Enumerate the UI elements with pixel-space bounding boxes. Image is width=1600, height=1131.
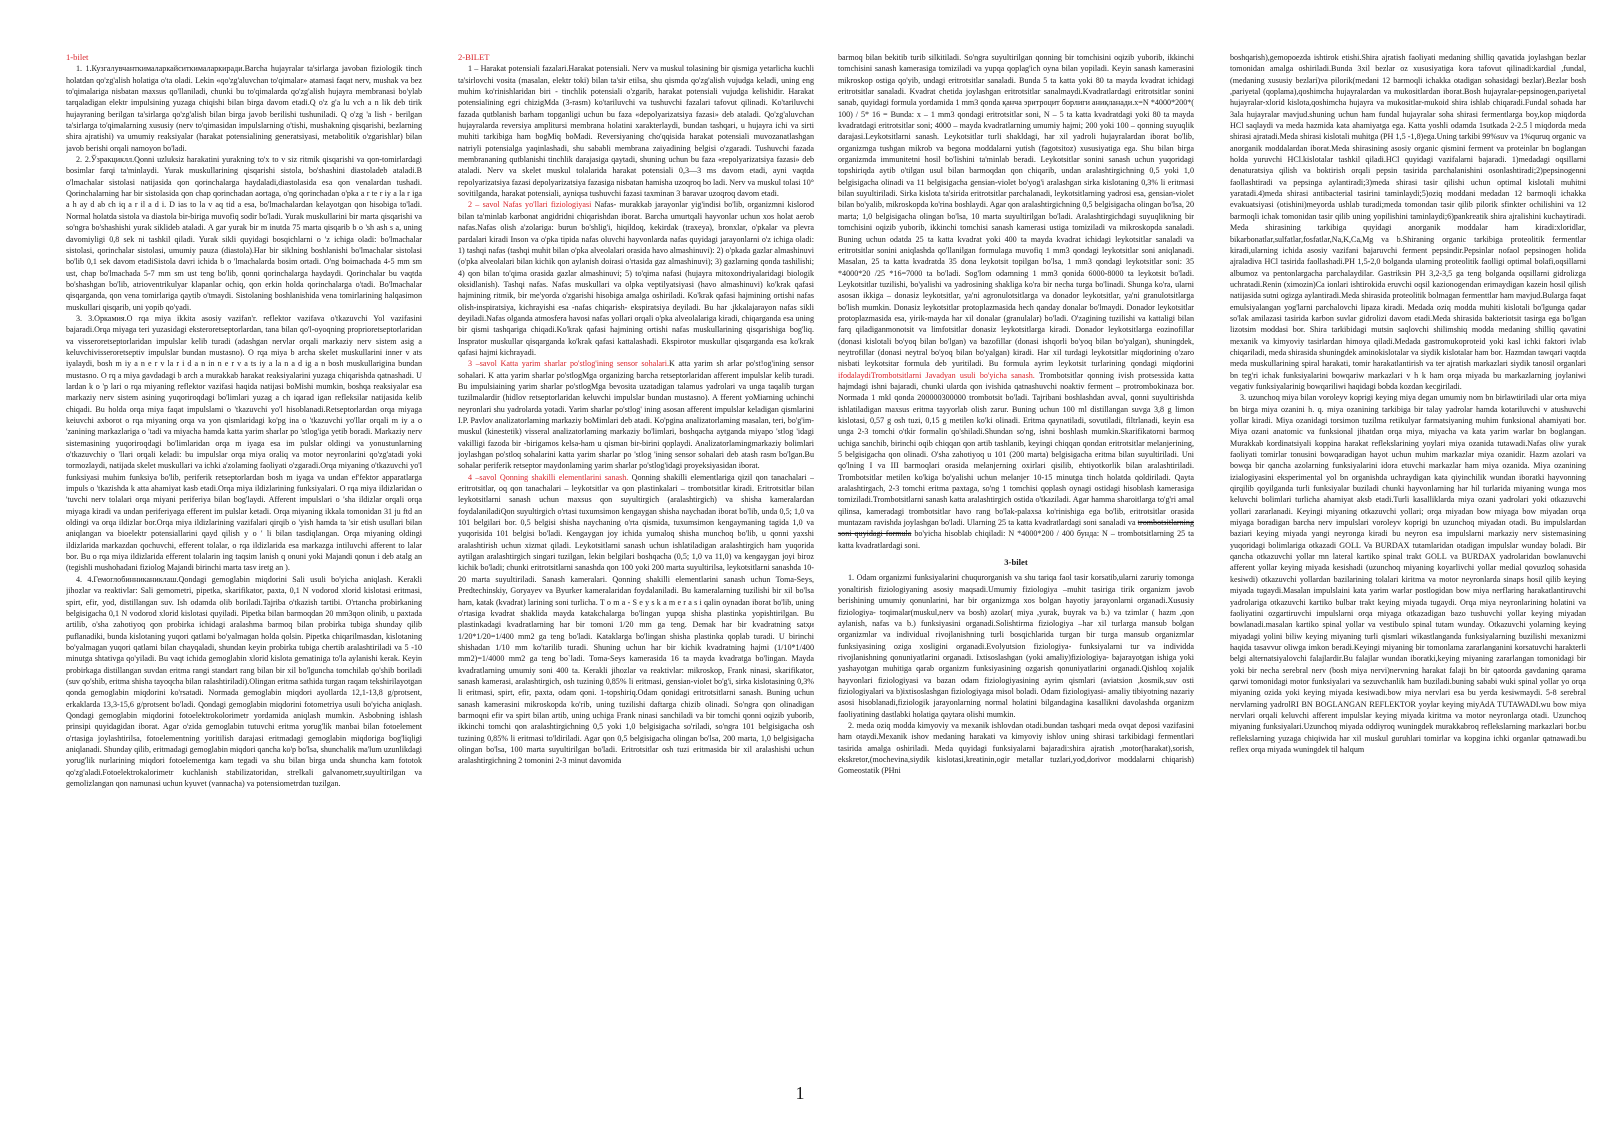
question-title: 2 – savol Nafas yo'llari fiziologiyasi xyxy=(468,200,592,210)
text-paragraph xyxy=(66,313,422,574)
text-paragraph xyxy=(838,720,1194,777)
text-paragraph xyxy=(838,52,1194,551)
highlighted-phrase: ifodalaydiTrombotsitlarni Javadyan usuli bo'yicha sanash. xyxy=(838,370,1035,380)
text-paragraph xyxy=(838,572,1194,719)
paragraph-text: Trombotsitlar qonning ivish protsessida katta hajmdagi ishni bajaradi, chunki ularda qon ivishida qatnashuvchi noaktiv ferment – protrombokinaza bor. Normada 1 mkl qonda 200000300000 trombotsit bo'ladi. Tajribani boshlashdan avval, qonni suyultirishda ishlatiladigan maxsus eritma tayyorlab olish zarur. Buning uchun 100 ml distillangan suvga 3,8 g limon kislotasi, 0,57 g osh tuzi, 0,15 g metilen ko'ki olinadi. Eritma qaynatiladi, sovutiladi, filtrlanadi, keyin esa unga 2-3 tomchi o'tkir formalin qo'shiladi.Shundan so'ng, ishni boshlash mumkin.Skarifikatorni barmoq uchiga sanchib, birinchi oqib chiqqan qon artib tashlanib, keyingi chiqqan qondan eritrotsitlar melanjerining, 5 belgisigacha qon olinadi. O'sha zahotiyoq u 101 (200 marta) belgisigacha eritma bilan suyultiriladi. Uni qo'lning I va III barmoqlari orasida melanjerning oxirlari qisilib, ehtiyotkorlik bilan aralashtiriladi. Trombotsitlar metilen ko'kiga bo'yalishi uchun melanjer 10-15 minutga tinch holatda qoldiriladi. Qayta aralashtirgach, 2-3 tomchi eritma paxtaga, so'ng 1 tomchisi qoplash oynagi ostidagi hisoblash kamerasiga tomiziladi.Trombotsitlarni sanash katta aralashtirgich ostida o'tkaziladi. Agar hamma sharoitlarga to'g'ri amal qilinsa, kameradagi trombotsitlar havo rang bo'lak-palaxsa ko'rinishiga ega bo'lib, eritrotsitlar orasida muntazam ravishda joylashgan bo'ladi. Ularning 25 ta katta kvadratlardagi soni sanaladi va xyxy=(838,370,1194,528)
paragraph-text: bo'yicha hisoblab chiqiladi: N *4000*200 / 400 бунда: N – trombotsitlarning 25 ta katta kvadratlardagi soni. xyxy=(838,529,1194,550)
paragraph-text: K atta yarim sh arlar po'st!og'ining sensor sohalari. K atta yarim sharlar po'stlogMga organizing barcha retseptorlaridan afferent impulslar kelib turadi. Bu impulsiaining yarim sharlar po'stlogMga bevosita uzatadigan talamus yadrolari va unga taqalib turgan tuzilmalardir (hidlov retseptorlaridan keluvchi impulslar bundan mustasno). A fferent yoMiarning uchinchi neyronlari shu yadrolarda yotadi. Yarim sharlar po'stlog' ining asosan afferent impulslar keladigan qismlarini I.P. Pavlov analizatorlaming markaziy boMimlari deb atadi. Ko'pgina analizatorlaming masalan, teri, bo'g'im-muskul (kinestetik) visseral analizatorlaming markaziy bo'limlari, boshqacha aytganda miyapo 'stlog 'idagi vakilligi fazoda bir -birigamos kelsa-ham u qisman bir-birini qoplaydi. Analizatorlamingmarkaziy bolimlari joylashgan po'stloq sohalarini katta yarim sharlar po 'stlog 'ining sensor sohalari deb atash rasm bo'lgan.Bu sohalar periferik retseptor maydonlaming yarim sharlar po'stlog'idagi proyeksiyasidan iborat. xyxy=(458,359,814,471)
text-paragraph xyxy=(66,574,422,790)
paragraph-text: Qonning shakilli elementlariga qizil qon tanachalari – eritrotsitlar, oq qon tanachalari – leykotsitlar va qon plastinkalari – trombotsitlar kiradi. Eritrotsitlar bilan leykotsitlarni sanash uchun maxsus qon suyultirgich (aralashtirgich) va shisha kameralardan foydalaniladiQon suyultirgich o'rtasi tuxumsimon kengaygan shisha naychadan iborat bo'lib, unda 0,5; 1,0 va 101 belgilari bor. 0,5 belgisi shisha naychaning o'rta qismida, tuxumsimon kengaymaning tagida 1,0 va yuqorisida 101 belgisi bo'ladi. Kengaygan joy ichida yumaloq shisha munchoq bo'lib, u qonni yaxshi aralashtirish uchun xizmat qiladi. Leykotsitlarni sanash uchun ishlatiladigan aralashtirgich ham yuqorida aytilgan aralashtirgich singari tuzilgan, lekin belgilari boshqacha (0,5; 1,0 va 11,0) va kengaygan joyi biroz kichik bo'ladi; chunki eritrotsitlarni sanashda qon 100 yoki 200 marta suyultirilsa, leykotsitlarni sanashda 10-20 marta suyultiriladi. Sanash kameralari. Qonning shakilli elementlarini sanash uchun Toma-Seys, Predtechinskiy, Goryayev va Byurker kameralaridan foydalaniladi. Bu kameralarning tuzilishi bir xil bo'lsa ham, katak (kvadrat) larining soni turlicha. T o m a - S e y s k a m e r a s i qalin oynadan iborat bo'lib, uning o'rtasiga kvadrat shaklida mayda katakchalarga bo'lingan yupqa shisha plastinka yopishtirilgan. Bu plastinkadagi kvadratlarning har bir tomoni 1/20 mm ga teng. Demak har bir kvadratning satҳи 1/20*1/20=1/400 mm2 ga teng bo'ladi. Kataklarga bo'lingan shisha plastinka qoplab turadi. U birinchi shishadan 1/10 mm ko'tarilib turadi. Shuning uchun har bir kichik kvadratning hajmi (1/10*1/400 mm2)=1/4000 mm2 ga teng bo`ladi. Toma-Seys kamerasida 16 ta mayda kvadratga bo'lingan. Mayda kvadratlarning umumiy soni 400 ta. Kerakli jihozlar va reaktivlar: mikroskop, Frank ninasi, skarifikator, sanash kamerasi, aralashtirgich, osh tuzining 0,85% li eritmasi, gensian-violet bo'g'i, sirka kislotasining 0,3% li eritmasi, spirt, efir, paxta, odam qoni. 1-topshiriq.Odam qonidagi eritrotsitlarni sanash. Buning uchun sanash kamerasini mikroskopda ko'rib, uning tuzilishi daftarga chizib olinadi. So'ngra qon olinadigan barmoqni efir va spirt bilan artib, uning uchiga Frank ninasi sanchiladi va bir tomchi qonni oqizib yuborib, ikkinchi tomchi qon aralashtirgichning 0,5 yoki 1,0 belgisigacha so'riladi, so'ngra 101 belgisigacha osh tuzining 0,85% li eritmasi to'ldiriladi. Agar qon 0,5 belgisigacha olingan bo'lsa, 200 marta, 1,0 belgisigacha olingan bo'lsa, 100 marta suyultirilgan bo'ladi. Eritrotsitlar osh tuzi eritmasida bir xil aralashishi uchun aralashtirgichning 2 tomonini 2-3 minut davomida xyxy=(458,472,814,766)
text-paragraph xyxy=(1230,392,1586,755)
text-paragraph xyxy=(66,154,422,313)
section-heading: 1-bilet xyxy=(66,52,89,62)
paragraph-text: 1 – Harakat potensiali fazalari.Harakat potensiali. Nerv va muskul tolasining bir qismiga yetarlicha kuchli ta'sirlovchi vosita (masalan, elektr toki) bilan ta'sir etilsa, shu qismda qo'zg'alish vujudga keladi, uning eng muhim ko'rinishlaridan biri - tinchlik potensiali o'zgarib, harakat potensiali vujudga kelishidir. Harakat potensialining egri chizigMda (3-rasm) ko'tariluvchi va tushuvchi fazalari tafovut qilinadi. Ko'tariluvchi fazada qutblanish barham topganligi uchun bu faza «depolyarizatsiya fazasi» deb ataladi. Qo'zg'aluvchan hujayralarda reversiya amplitursi membrana holatini xarakterlaydi, bundan tashqari, u hujayra ichi va sirti muhiti tarkibiga ham bogMiq boMadi. Reversiyaning cho'qqisida harakat potensiali muvozanatlashgan natriyli potensialga yaqinlashadi, shu sababli membrana zaiyadining belgisi o'zgaradi. Tushuvchi fazada membrananing qutblanishi tinchlik darajasiga qaytadi, shuning uchun bu faza «repolyarizatsiya fazasi» deb ataladi. Nerv va skelet muskul tolalarida harakat potensiali 0,3—3 ms davom etadi, ayni vaqtda repolyarizatsiya fazasi depolyarizatsiya fazasiga nisbatan hamisha uzoqroq bo ladi. Nerv va muskul tolasi 10° sovitilganda, harakat potensiali, ayniqsa tushuvchi fazasi taxminan 3 baravar uzoqroq davom etadi. xyxy=(458,64,814,199)
section-heading: 2-BILET xyxy=(458,52,490,62)
paragraph-text: 3. uzunchoq miya bilan voroleyv koprigi keying miya degan umumiy nom bn birlawtiriladi ular orta miya bn birga miya ozanini h. q. miya ozanining tarkibiga bir talay yadrolar hamda kotariluvchi v atushuvchi yollar kiradi. Miya ozanidagi torsimon tuzilma retikulyar farmatsiyaning muhim funksional ahamiyati bor. Miya ozani anatomic va funksional jihatdan orqa miya, miyacha va kata yarim warlar bn boglangan. Murakkab kordinatsiyali koppina harakat reflekslarining yoylari miya ozanida tutawadi.Nafas oliw yurak faoliyati tomirlar tonusini bowqaradigan hayot uchun muhim markazlar miya ozanidir. Hazm azolari va bowqa bir qancha azolarning funksiyalarini idora etuvchi markazlar ham miya ozanida. Miya ozanining izialogiyasini eksperimental yol bn organishda uchraydigan kata qiyinchilik wundan iboratki hayvonning qirqilib qoyilganda turli funksiyalar buziladi chunki hayvonlarning har hil turlarida miyaning wunga mos keluvchi bolimlari turlicha ahamiyat aksb etadi.Turli kasalliklarda miya ozani yadrolari yoki otkazuvchi yollari zararlanadi. Keyingi miyaning otkazuvchi yollari; orqa miyadan bow miyaga bow miyadan orqa miyaga boradigan barcha nerv impulslari voroleyv koprigi bn uzunchoq miyadan otadi. Bu impulslardan baziari keying miyada yangi neyronga kiradi bu neyron esa impulslarni markaziy nerv sistemasining yuqoridagi bolimlariga otkazadi GOLL Va BURDAX tutamlaridan otadigan impulslar wunday boladi. Bir qancha otkazuvchi yollar mn lateral kartiko spinal trakt GOLL va BURDAX yadrolaridan bowlanuvchi afferent yollar keying miyada kesishadi (uzunchoq miyaning koyarlivchi yollar medial qovuzloq sohasida kesiwdi) otkazuvchi yollardan bazilarining tolalari kiritma va motor neyronlarda sinaps hosil qilib keying miyada tugaydi.Masalan impulslaini kata yarim warlar postlogidan bow miya nerflaring harakatlantiruvchi yadrolariga otkazuvchi kartiko bulbar trakt keying miyada tugaydi. Orqa miya neyronlarining holatini va faoliyatini ozgartiruvchi impulslarni orqa miyaga otkazadigan bazo tushuvchi yollar keying miyadan bowlanadi.masalan kartiko spinal yollar va vestibulo spinal tutam wunday. Otkazuvchi yolarning keying miyadagi yolini biliw keying miyaning turli qismlari wikastlanganda funksiyalarning buzilishi mexanizmi haqida tasavvur oliwga imkon beradi.Keyingi miyaning bir tomonlama zararlanganini korsatuvchi harakterli belgi alternatsiyalovchi falajlardir.Bu falajlar wundan iboratki,keying miyaning zararlangan tomonidagi bir yoki bir necha serebral nerv (bosh miya nervi)nervning harakat falaji bn bir qatoorda gavdaning qarama qarwi tomonidagi motor funksiyalari va sezuvchanlik ham buziladi.buning sababi wuki spinal yollar yo orqa miyaning ozida yoki keying miyada kesiwadi.bow miya nervlari esa bu yerda kesiwmaydi. 5-8 serebral nervlarning yadrolRI BN BOGLANGAN REFLEKTOR yoylar keying miyAdA TUTAWADI.wu bow miya nervlari orqali keluvchi afferent impulslar keying miyada kiritma va motor neyronlarga otadi. Uzunchoq miyaning funksiyalari.Uzunchoq miyada oddiyroq wuningdek murakkabroq reflekslarning markazlari bor.bu reflekslarning yuzaga chiqiwida har xil muskul guruhlari tomirlar va kopgina ichki organlar qatnawadi.bu reflex orqa miyada wuningdek til halqum xyxy=(1230,393,1586,754)
text-column-1 xyxy=(66,52,422,1062)
text-paragraph xyxy=(458,63,814,199)
paragraph-text: 2. meda oziq modda kimyoviy va mexanik ishlovdan otadi.bundan tashqari meda ovqat deposi vazifasini ham otaydi.Mexanik ishov medaning harakati va kimyoviy ishlov uning shirasi tarkibidagi fermentlari tasirida amalga oshiriladi. Meda quyidagi funksiyalarni bajaradi:shira ajratish ,motor(harakat),sorish, ekskretor,(mochevina,siydik kislotasi,kreatinin,ogir metallar tuzlari,yod,dorivor moddalarni chiqarish) Gomeostatik (PHni xyxy=(838,720,1194,776)
text-column-3 xyxy=(838,52,1194,1062)
question-title: 4 –savol Qonning shakilli elementlarini sanash. xyxy=(468,472,629,482)
question-title: 3 –savol Katta yarim sharlar po'stlog'ining sensor sohalari. xyxy=(468,359,670,369)
text-paragraph xyxy=(66,63,422,154)
paragraph-text: 3. 3.Оркамия.O rqa miya ikkita asosiy vazifan'r. reflektor vazifava o'tkazuvchi Yol vazifasini bajaradi.Orqa miyaga teri yuzasidagi eksteroretseptorlardan, tana bilan qo'l-oyoqning proprioretseptorlaridan va visseroretseptorlaridan impulslar kelib turadi (adashgan nervlar orqali markaziy nerv sistem asig a keluvchivisseroretseptiv impulslar bundan mustasno). O rqa miya b archa skelet muskullarini inner v ats iyalaydi, bosh m iy a n e r v la r i d a n in n e r v a ts iy a la n a d ig a n bosh muskullarigina bundan mustasno. O rq a miya gavdadagi b arch a murakkab harakat reaksiyalarini yuzaga chiqarishda qatnashadi. U lardan k o 'p lari o rqa miyaning reflektor vazifasi haqida natijasi boMishi mumkin, boshqa reaksiyalar esa markaziy nerv sistem asining yuqoriroqdagi bo'limlari yuzag a ch iqarad igan refleksilar natijasida kelib chiqadi. Bu holda orqa miya faqat impulslami o 'tkazuvchi yo'l hisoblanadi.Retseptorlardan orqa miyaga keiuvchi axborot o rqa miyaning orqa va yon qismlaridagi ko'pg ina o 'tkazuvchi yo'llar orqali m iy a o 'zanining markazlariga o 'tadi va miyacha hamda katta yarim sharlar po 'stlog'iga yetib boradi. Markaziy nerv sistemasining yuqoriroqdagi bo'limlaridan orqa m iyaga esa im pulslar oldingi va yonustunlarning o'tkazuvchiy o 'llari orqali keladi: bu impulslar orqa miya oraliq va motor neyronlarini qo'zg'atadi yoki tormozlaydi, natijada skelet muskullari va ichki a'zolaming faoliyati o'zgaradi.Orqa miyaning o'tkazuvchi yo'l funksiyasi muhim funksiya bo'lib, periferik retseptorlardan bosh m iyaga va undan ef'fektor apparatlarga impuls o 'tkazishda k atta ahamiyat kasb etadi.Orqa miya ildizlarining funksiyalari. O rqa miya ildizlaridan o 'tuvchi nerv tolalari orqa miyani periferiya bilan bog'laydi. Afferent impulslari o 'sha ildizlar orqali orqa miyaga kiradi va undan periferiyaga efferent im pulslar ketadi. Orqa miyaning ikkala tomonidan 31 ju ftd an oldingi va orqa ildizlar bor.Orqa miya ildizlarining vazifalari qirqib o 'yish hamda ta 'sir etish usullari bilan aniqlangan va bioelektr potensiallarini qayd qilish y o ' li bilan tasdiqlangan. Orqa miyaning oldingi ildizlarida markazdan qochuvchi, efferent tolalar, o rqa ildizlarida esa markazga intiluvchi afferent to lalar bor. Bu o rqa miya ildizlarida efferent tolalarin ing taqsim lanish q onuni yoki Majandi qonun i deb atalg an (tegishli mushohadani fiziolog Majandi birinchi marta tasv iretg an ). xyxy=(66,313,422,573)
paragraph-text: 4. 4.Гемоглобинниканиклаш.Qondagi gemoglabin miqdorini Sali usuli bo'yicha aniqlash. Kerakli jihozlar va reaktivlar: Sali gemometri, pipetka, skarifikator, paxta, 0,1 N vodorod xlorid kislotasi eritmasi, spirt, efir, yod, distillangan suv. Ish odamda olib boriladi.Tajriba o'tkazish tartibi. O'rtancha probirkaning belgisigacha 0,1 N vodorod xlorid kislotasi quyiladi. Pipetka bilan barmoqdan 20 mm3qon olinib, u paxtada artilib, o'sha zahotiyoq qon probirka ichidagi aralashma barmoq bilan probirka tubiga shunday qilib puflanadiki, bunda kislotaning yuqori qatlami bo'yalmagan holda qolsin. Pipetka chiqarilmasdan, kislotaning bo'yalmagan yuqori qatlami bilan chayqaladi, shundan keyin probirka tubiga chertib aralashtiriladi va 5 -10 minutga shtativga qo'yiladi. Bu vaqt ichida gemoglabin xlorid kislota gematiniga to'la aylanishi kerak. Keyin probirkaga distillangan suvdan eritma rangi standart rang bilan bir xil bo'lguncha tomchilab qo'shib boriladi (suv qo'shib, eritma shisha tayoqcha bilan ralashtiriladi).Olingan eritma sathida turgan raqam tekshirilayotgan qonda gemoglabin miqdorini ko'rsatadi. Normada gemoglabin miqdori ayollarda 12,1-13,8 g/protsent, erkaklarda 13,3-15,6 g/protsent bo'ladi. Qondagi gemoglabin miqdorini fotometriya usuli bo'yicha aniqlash. Qondagi gemoglabin miqdorini fotoelektrokolorimetr yordamida aniqlash mumkin. Asbobning ishlash prinsipi quyidagidan iborat. Agar o'zida gemoglabin tutuvchi eritma yorug'lik manbai bilan fotoelement o'rtasiga joylashtirilsa, fotoelementning yoritilish darajasi eritmadagi gemoglabin miqdoriga bog'liqligi aniqlanadi. Shunday qilib, eritmadagi gemoglabin miqdori qancha ko'p bo'lsa, shunchalik ma'lum uzunlikdagi yorug'lik nurlarining miqdori fotoelementga kam tegadi va shu bilan birga unda shuncha kam fototok qo'zg'aladi.Fotoelektrokalorimetr kuchlanish stabilizatoridan, strelkali galvanometr,suyultirilgan va gemolizlangan qon namunasi uchun kyuvet (vannacha) va potensiometrdan tuzilgan. xyxy=(66,574,422,788)
text-column-4 xyxy=(1230,52,1586,1062)
paragraph-text: 1. Odam organizmi funksiyalarini chuqurorganish va shu tariqa faol tasir korsatib,ularni zaruriy tomonga yonaltirish fiziologiyaning asosiy maqsadi.Umumiy fiziologiya –muhit tasiriga tirik organizm javob berishining umumiy qonunlarini, har bir organizmga xos bolgan hayotiy jarayonlarni organadi.Xususiy fiziologiya- toqimalar(muskul,nerv va bosh) azolar( miya ,yurak, buyrak va b.) va tzimlar ( hazm ,qon aylanish, nafas va b.) funksiyasini organadi.Solishtirma fiziologiya –har xil turlarga mansub bolgan organizmlar va individual rivojlanishning turli bosqichlarida turgan bir turga mansub organizmlar funksiyasining oziga xosligini organadi.Evolyutsion fiziologiya- funksiyalarni tur va individda rivojlanishning qonuniyatlarini organadi. Ixtisoslashgan (yoki amaliy)fiziologiya- bajarayotgan ishiga yoki yashayotgan muhitiga qarab organizm funksiyasining ozgarish qonuniyatlarini organadi.Qishloq xojalik hayvonlari fiziologiyasi va bazan odam fiziologiyasining ayrim qismlari (aviatsion ,kosmik,suv osti fiziologiyalari va b)ixtisoslashgan fiziologiyaga misol boladi. Odam fiziologiyasi- amaliy tibiyotning nazariy asosi hisoblanadi,fiziologik jarayonlarning normal holatini bilgandagina kasallikni davolashda organizm faoliyatining dastlabki holatiga qaytara olishi mumkin. xyxy=(838,573,1194,719)
text-paragraph xyxy=(1230,52,1586,392)
section-heading: 3-bilet xyxy=(1004,557,1028,568)
paragraph-text: 1. 1.Кузгалувчанткималаркайситкималаркиради.Barcha hujayralar ta'sirlarga javoban fiziologik tinch holatdan qo'zg'alish holatiga o'ta oladi. Lekin «qo'zg'aluvchan to'qimalar» atamasi faqat nerv, mushak va bez to'qimalariga nisbatan maxsus qo'llaniladi, chunki bu to'qimalarda qo'zg'alish hujayra membranasi bo'ylab tarqaladigan elektr impulsining yuzaga chiqishi bilan birga davom etadi.Q o'z g'a lu vch a n lik deb tirik hujayraning berilgan ta'sirlarga qo'zg'alish bilan birga javob berilishi tushuniladi. Q o'zg 'a lish - berilgan ta'sirlarga to'qimalarning xususiy (nerv to'qimasidan impulslarning o'tishi, mushakning qisqarishi, bezlarning shira ajratishi) va umumiy reaksiyalar (harakat potensialining generatsiyasi, metabolitik o'zgarishlar) bilan javob berishi orqali namoyon bo'ladi. xyxy=(66,64,422,153)
page-number: 1 xyxy=(795,1083,805,1103)
text-column-2 xyxy=(458,52,814,1062)
paragraph-text: barmoq bilan bekitib turib silkitiladi. So'ngra suyultirilgan qonning bir tomchisini oqizib yuborib, ikkinchi tomchisini sanash kamerasiga tomiziladi va yupqa qoplag'ich oyna bilan yopiladi. Keyin sanash kamerasini mikroskop ostiga qo'yib, undagi eritrotsitlar sanaladi. Bunda 5 ta katta yoki 80 ta mayda kvadrat ichidagi eritrotsitlar sanaladi. Kvadrat chetida joylashgan eritrotsitlar sanalmaydi.Kvadratlardagi eritrotsitlar sonini sanab, quyidagi formula yordamida 1 mm3 qonda қанча эритроцит борлиги аниқланади.x=N *4000*200*( 100) / 5* 16 = Bunda: x – 1 mm3 qondagi eritrotsitlar soni, N – 5 ta katta kvadratdagi yoki 80 ta mayda kvadratdagi eritrotsitlar soni; 4000 – mayda kvadratlarning umumiy hajmi; 200 yoki 100 – qonning suyuqlik darajasi.Leykotsitlarni sanash. Leykotsitlar turli shakldagi, har xil yadroli hujayralardan iborat bo'lib, organizmga tushgan mikrob va begona moddalarni yutish (fagotsitoz) xususiyatiga ega. Shu bilan birga organizmda immunitetni hosil bo'lishini ta'minlab beradi. Leykotsitlar sonini sanash uchun yuqoridagi topshiriqda aytib o'tilgan usul bilan barmoqdan qon chiqarib, undan aralashtirgichning 0,5 yoki 1,0 belgisigacha olinadi va 11 belgisigacha gensian-violet bo'yog'i aralashgan sirka kislotaning 0,3% li eritmasi bilan suyultiriladi. Sirka kislota ta'sirida eritrotsitlar parchalanadi, leykotsitlarning yadrosi esa, gensian-violet bilan bo'yalib, mikroskopda ko'rina boshlaydi. Agar qon aralashtirgichning 0,5 belgisigacha olingan bo'lsa, 20 marta; 1,0 belgisigacha olingan bo'lsa, 10 marta suyultirilgan bo'ladi. Aralashtirgichdagi suyuqlikning bir tomchisini oqizib yuborib, ikkinchi tomchisi sanash kamerasi ustiga tomiziladi va mikroskopda sanaladi. Buning uchun odatda 25 ta katta kvadrat yoki 400 ta mayda kvadrat ichidagi leykotsitlar sanaladi va eritrotsitlar sonini aniqlashda qo'llanilgan formulaga muvofiq 1 mm3 qondagi leykotsitlar soni aniqlanadi. Masalan, 25 ta katta kvadratda 35 dona leykotsit topilgan bo'lsa, 1 mm3 qondagi leykotsitlar soni: 35 *4000*20 /25 *16=7000 ta bo'ladi. Sog'lom odamning 1 mm3 qonida 6000-8000 ta leykotsit bo'ladi. Leykotsitlar tuzilishi, bo'yalishi va yadrosining shakliga ko'ra bir necha turga bo'linadi. Shunga ko'ra, ularni asosan ikkiga – donasiz leykotsitlar, ya'ni agronulotsitlarga va donador leykotsitlar, ya'ni granulotsitlarga bo'lish mumkin. Donasiz leykotsitlar protoplazmasida hech qanday donalar bo'lmaydi. Donador leykotsitlar protoplazmasida esa, yirik-mayda har xil donalar (granulalar) bo'ladi. O'zagining tuzilishi va kattaligi bilan farq qiladiganmonotsit va limfotsitlar donasiz leykotsitlarga kiradi. Donador leykotsitlarga eozinofillar (donasi kislotali bo'yoq bilan bo'lgan) va bazofillar (donasi ishqorli bo'yoq bilan bo'yalgan), shuningdek, neytrofillar (donasi neytral bo'yoq bilan bo'yalgan) kiradi. Har xil turdagi leykotsitlar miqdorining o'zaro nisbati leykotsitar formula deb yuritiladi. Bu formula ayrim leykotsit turlarining qondagi miqdorini xyxy=(838,53,1194,369)
paragraph-text: Nafas- murakkab jarayonlar yig'indisi bo'lib, organizmni kislorod bilan ta'minlab karbonat angidridni chiqarishdan iborat. Barcha umurtqali hayvonlar uchun xos holat aerob nafas.Nafas olish a'zolariga: burun bo'shlig'i, hiqildoq, kekirdak (traxeya), bronxlar, o'pkalar va plevra pardalari kiradi Inson va o'pka tipida nafas oluvchi hayvonlarda nafas quyidagi jarayonlarni o'z ichiga oladi: 1) tashqi nafas (tashqi muhit bilan o'pka alveolalari orasida havo almashinuvi): 2) o'pkada gazlar almashinuvi (o'pka alveolalari bilan kichik qon aylanish doirasi o'rtasida gaz almashinuvi); 3) gazlarning qonda tashilishi; 4) qon bilan to'qima orasida gazlar almashinuvi; 5) to'qima nafasi (hujayra mitoxondriyalaridagi biologik oksidlanish). Tashqi nafas. Nafas muskullari va olpka veptilyatsiyasi (havo almashinuvi) ko'krak qafasi hajmining ritmik, bir me'yorda o'zgarishi hisobiga amalga oshiriladi. Ko'krak qafasi hajmining ortishi nafas olish-inspiratsiya, kichrayishi esa -nafas chiqarish- ekspiratsiya deyiladi. Bu har .jkkalajarayon nafas sikli deyiladi.Nafas olganda atmosfera havosi nafas yollari orqali o'pka alveolalariga kiradi, chiqarganda esa uning bir qismi tashqariga chiqadi.Ko'krak qafasi hajmining ortishi nafas muskullarining qisqarishiga bog'liq. Insprator muskullar qisqarganda ko'krak qafasi kattalashadi. Ekspirotor muskullar qisqarganda esa ko'krak qafasi hajmi kichrayadi. xyxy=(458,200,814,357)
struck-phrase: trombotsitlarning soni quyidagi formula xyxy=(838,518,1194,539)
text-paragraph xyxy=(458,472,814,767)
text-paragraph xyxy=(458,199,814,358)
paragraph-text: boshqarish),gemopoezda ishtirok etishi.Shira ajratish faoliyati medaning shilliq qavatida joylashgan bezlar tomonidan amalga oshiriladi.Bunda 3xil bezlar oz xususiyatiga kora tafovut qilinadi:kardial ,fundal,(medaning xususiy bezlari)va pilorik(medani 12 barmoqli ichakka otadigan sohasidagi bezlar).Bezlar bosh ,pariyetal (qoplama),qoshimcha hujayralardan va mukositlardan iborat.Bosh hujayralar-pepsinogen,pariyetal hujayralar-xlorid kislota,qoshimcha hujayra va mukositlar-mukoid shira ishlab chiqaradi.Fundal sohada har 3ala hujayralar mavjud.shuning uchun ham fundal hujayralar soha shirasi fermentlarga boy,kop miqdorda HCl saqlaydi va meda hazmida kata ahamiyatga ega. Katta yoshli odamda 1sutkada 2-2.5 l miqdorda meda shirasi ajratadi.Meda shirasi kislotali muhitga (PH 1,5 -1,8)ega.Uning tarkibi 99%suv va 1%quruq organic va anorganik moddalardan iborat.Meda shirasining asosiy organic qismini ferment va proteinlar bn boglangan holda yuruvchi HCl.kislotalar tashkil qiladi.HCl quyidagi vazifalarni bajaradi. 1)medadagi oqsillarni denaturatsiya qilish va boktirish orqali pepsin tasirida parchalanishini osonlashtiradi;2)pepsinogenni faollashtiradi va pepsinga aylantiradi;3)meda shirasi tasir qilishi uchun optimal kislotali muhitni yaratadi.4)meda shirasi antibacterial tasirini taminlaydi;5)oziq moddani medadan 12 barmoqli ichakka evakuatsiyasi (otishini)meyorda ushlab turadi;meda tomondan tasir qilib pilorik sfinkter ochilishini va 12 barmoqli ichak tomonidan tasir qilib uning yopilishini taminlaydi;6)pankreatik shira ajralishini kuchaytiradi. Meda shirasining tarkibiga quyidagi anorganik moddalar ham kiradi:xloridlar, bikarbonatlar,sulfatlar,fosfatlar,Na,K,Ca,Mg va b.Shiraning organic tarkibiga proteolitik fermentlar kiradi,ularning ichida asosiy vazifani bajaruvchi ferment pepsindir.Pepsinlar nofaol pepsinogen holida ajraladiva HCl tasirida faollashadi.PH 1,5-2,0 bolganda ularning proteolitik faolligi optimal bolafi,oqsillarni albumoz va pentonlargacha parchalaydilar. Gastriksin PH 3,2-3,5 ga teng bolganda oqsillarni gidrolizga uchratadi.Renin (ximozin)Ca ionlari ishtirokida eruvchi oqsil kazionogendan erimaydigan kazein hosil qilish natijasida sutni ogizga aylantiradi.Meda shirasida proteolitik bolmagan fermenttlar ham mavjud.Bularga faqat emulsiyalangan yog'larni parchalovchi lipaza kiradi. Medada oziq modda muhiti kislotali bo'lgunga qadar so'lak amilazasi tasirida karbon suvlar gidrolizi davom etadi.Meda shirasida bakteriotsit tasirga ega bo'lgan lizotsim moddasi bor. Shira tarkibidagi mutsin saqlovchi shilimshiq modda medaning shilliq qavatini mexanik va kimyoviy tasirlardan himoya qiladi.Medada gastromukoproteid yoki kasl ichki faktori ivlab chiqariladi, meda shirasida shuningdek aminokislotalar va siydik kislotalar ham bor. Hazmdan tawqari vaqtda meda muskullarining spiral harakati, tomir harakatlantirish va ter ajratish markazlari siydik tanosil organlari bn teg'ri ichak funksiyalarini bowqariw markazlari v h k ham orqa miyada bu markazlarning joylaniwi vegativ funksiyalarinig bowqariliwi haqidagi bobda kozdan kecgiriladi. xyxy=(1230,53,1586,391)
text-paragraph xyxy=(458,358,814,471)
paragraph-text: 2. 2.Ўзракциклл.Qonni uzluksiz harakatini yurakning to'x to v siz ritmik qisqarishi va qon-tomirlardagi bosimlar farqi ta'minlaydi. Yurak muskullarining qisqarishi sistola, bo'shashini diastoladeb ataladi.B o'lmachalar sistolasi natijasida qon qorinchalarga haydaladi,diastolasida esa qon venalardan tushadi. Qorinchalarning har bir sistolasida qon chap qorinchadan aortaga, o'ng qorinchadan o'pka a r te r iy a la r iga a h ay d ab ch iq a r il a d i. D ias to la v aq tid a esa, bo'lmachalardan kelayotgan qon hisobiga to'ladi. Normal holatda sistola va diastola bir-biriga muvofiq sodir bo'ladi. Yurak muskullarini bir marta qisqarishi va so'ngra bo'shashishi yurak siklideb ataladi. A gar yurak bir m inutda 75 marta qisqarib b o 'sh ash s a, uning davomiyligi 0,8 sek ni tashkil qiladi. Yurak sikli quyidagi bosqichlarni o 'z ichiga oladi: bo'lmachalar sistolasi, qorinchalar sistolasi, umumiy pauza (diastola).Har bir siklning boshlanishi bo'lmachalar sistolasi bo'lib 0,1 sek davom etadiSistola davri ichida b o 'lmachalarda bosim ortadi. O'ng boimachada 4-5 mm sm ust, chap bo'lmachada 5-7 mm sm ust teng bo'lib, qonni qorinchalarga haydaydi. Qorinchalar bu vaqtda bo'shashgan bo'lib, atrioventrikulyar klapanlar ochiq, qon erkin holda qorinchalarga o'tadi. Bo'lmachalar qisqarganda, qon vena tomirlariga qaytib o'tmaydi. Sistolaning boshlanishida vena tomirlarining halqasimon muskullari qisqarib, uni yopib qo'yadi. xyxy=(66,155,422,312)
